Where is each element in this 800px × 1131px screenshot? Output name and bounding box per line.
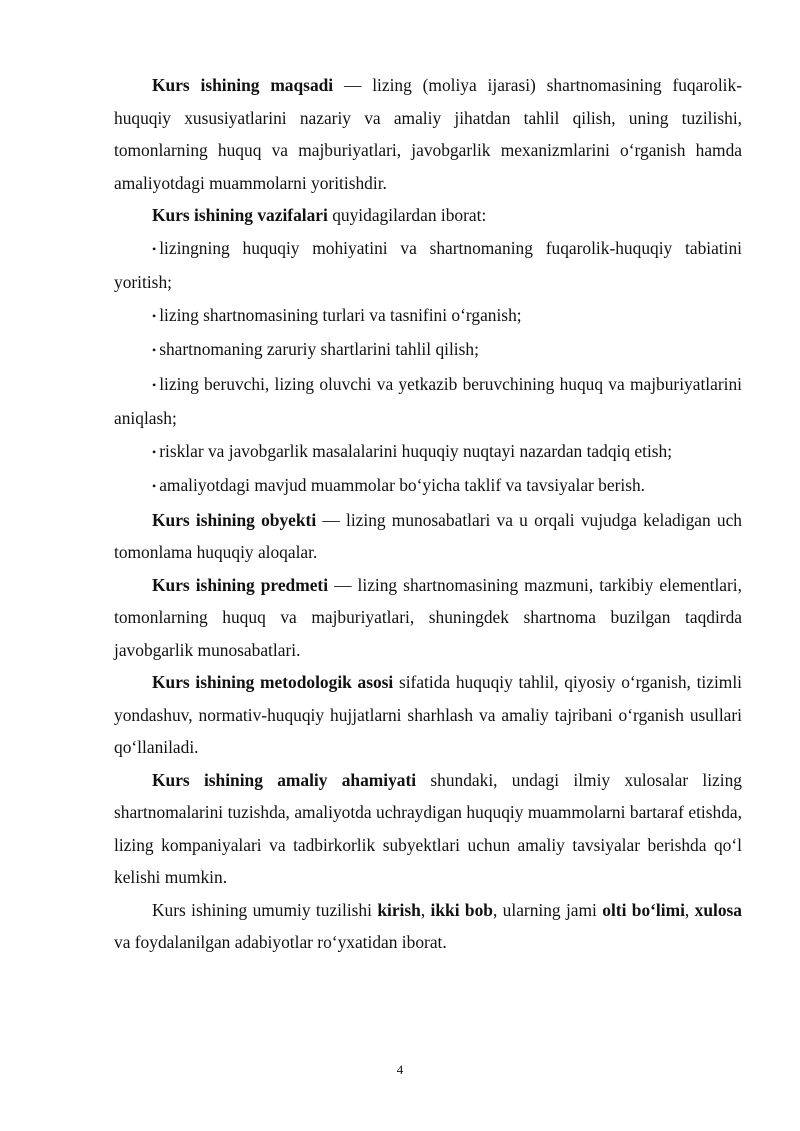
bullet-icon: • — [152, 479, 157, 493]
list-item-text: lizing shartnomasining turlari va tasnifini o‘rganish; — [159, 304, 522, 325]
methodology-paragraph — [114, 666, 742, 764]
list-item-text: amaliyotdagi mavjud muammolar bo‘yicha taklif va tavsiyalar berish. — [159, 475, 646, 495]
list-item — [114, 435, 742, 470]
significance-text: shundaki, undagi ilmiy xulosalar lizing shartnomalarini tuzishda, amaliyotda uchraydigan huquqiy muammolarni bartaraf etishda, lizing kompaniyalari va tadbirkorlik subyektlari uchun amaliy tavsiyalar berishda qo‘l kelishi mumkin. — [114, 769, 742, 887]
structure-text-5: va foydalanilgan adabiyotlar ro‘yxatidan iborat. — [114, 932, 447, 952]
tasks-heading: Kurs ishining vazifalari — [152, 205, 328, 225]
tasks-text: quyidagilardan iborat: — [327, 205, 487, 225]
list-item — [114, 232, 742, 299]
list-item — [114, 333, 742, 368]
page-number: 4 — [396, 1062, 404, 1077]
object-text: — lizing munosabatlari va u orqali vujudga keladigan uch tomonlama huquqiy aloqalar. — [114, 509, 742, 562]
bullet-icon: • — [152, 241, 157, 256]
object-heading: Kurs ishining obyekti — [152, 509, 317, 530]
structure-bold-sections: olti bo‘limi — [602, 899, 685, 920]
list-item-text: shartnomaning zaruriy shartlarini tahlil qilish; — [159, 339, 479, 359]
list-item-text: risklar va javobgarlik masalalarini huquqiy nuqtayi nazardan tadqiq etish; — [159, 440, 673, 461]
list-item — [114, 299, 742, 334]
structure-paragraph — [114, 894, 742, 959]
structure-text-3: , ularning jami — [492, 899, 603, 920]
structure-bold-intro: kirish — [377, 899, 421, 920]
bullet-icon: • — [152, 308, 157, 323]
page-content — [114, 69, 742, 959]
object-paragraph — [114, 504, 742, 569]
tasks-paragraph — [114, 199, 742, 232]
subject-heading: Kurs ishining predmeti — [152, 574, 329, 595]
significance-heading: Kurs ishining amaliy ahamiyati — [152, 769, 417, 790]
structure-text-2: , — [420, 899, 431, 920]
structure-bold-conclusion: xulosa — [694, 899, 742, 920]
structure-text-1: Kurs ishining umumiy tuzilishi — [152, 899, 378, 920]
bullet-icon: • — [152, 377, 157, 392]
list-item-text: lizingning huquqiy mohiyatini va shartnomaning fuqarolik-huquqiy tabiatini yoritish; — [114, 237, 742, 292]
goal-paragraph — [114, 69, 742, 199]
goal-heading: Kurs ishining maqsadi — [152, 75, 334, 95]
structure-bold-chapters: ikki bob — [430, 899, 493, 920]
list-item-text: lizing beruvchi, lizing oluvchi va yetkazib beruvchining huquq va majburiyatlarini aniqlash; — [114, 373, 742, 428]
bullet-icon: • — [152, 444, 157, 459]
structure-text-4: , — [684, 899, 695, 920]
bullet-icon: • — [152, 343, 157, 357]
goal-text: — lizing (moliya ijarasi) shartnomasining fuqarolik-huquqiy xususiyatlarini nazariy va amaliy jihatdan tahlil qilish, uning tuzilishi, tomonlarning huquq va majburiyatlari, javobgarlik mexanizmlarini o‘rganish hamda amaliyotdagi muammolarni yoritishdir. — [114, 75, 742, 193]
methodology-heading: Kurs ishining metodologik asosi — [152, 672, 394, 692]
methodology-text: sifatida huquqiy tahlil, qiyosiy o‘rganish, tizimli yondashuv, normativ-huquqiy hujjatlarni sharhlash va amaliy tajribani o‘rganish usullari qo‘llaniladi. — [114, 672, 742, 757]
list-item — [114, 368, 742, 435]
list-item — [114, 469, 742, 504]
subject-paragraph — [114, 569, 742, 667]
significance-paragraph — [114, 764, 742, 894]
subject-text: — lizing shartnomasining mazmuni, tarkibiy elementlari, tomonlarning huquq va majburiyatlari, shuningdek shartnoma buzilgan taqdirda javobgarlik munosabatlari. — [114, 574, 742, 660]
